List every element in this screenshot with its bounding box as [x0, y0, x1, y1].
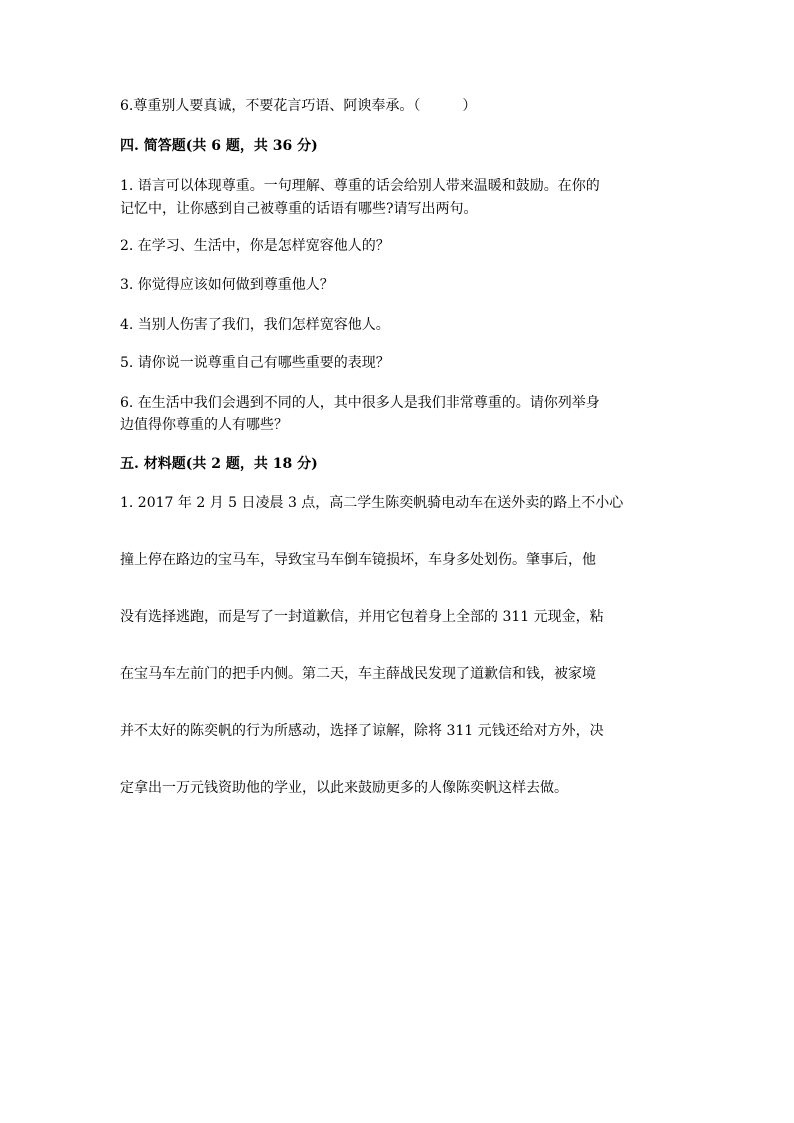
section-5-heading: 五. 材料题(共 2 题，共 18 分) — [120, 456, 318, 472]
material-line-2: 撞上停在路边的宝马车，导致宝马车倒车镜损坏，车身多处划伤。肇事后，他 — [120, 552, 596, 568]
short-answer-q3: 3. 你觉得应该如何做到尊重他人？ — [120, 277, 334, 293]
material-line-4: 在宝马车左前门的把手内侧。第二天，车主薛战民发现了道歉信和钱，被家境 — [120, 666, 596, 682]
material-line-1: 1. 2017 年 2 月 5 日凌晨 3 点，高二学生陈奕帆骑电动车在送外卖的路上不小心 — [120, 495, 624, 511]
short-answer-q1-line1: 1. 语言可以体现尊重。一句理解、尊重的话会给别人带来温暖和鼓励。在你的 — [120, 178, 600, 194]
short-answer-q5: 5. 请你说一说尊重自己有哪些重要的表现？ — [120, 355, 390, 371]
material-line-5: 并不太好的陈奕帆的行为所感动，选择了谅解，除将 311 元钱还给对方外，决 — [120, 723, 604, 739]
short-answer-q6-line2: 边值得你尊重的人有哪些？ — [120, 417, 288, 433]
section-4-heading: 四. 简答题(共 6 题，共 36 分) — [120, 138, 318, 154]
short-answer-q6-line1: 6. 在生活中我们会遇到不同的人，其中很多人是我们非常尊重的。请你列举身 — [120, 395, 600, 411]
material-line-6: 定拿出一万元钱资助他的学业，以此来鼓励更多的人像陈奕帆这样去做。 — [120, 780, 568, 796]
short-answer-q1-line2: 记忆中，让你感到自己被尊重的话语有哪些?请写出两句。 — [120, 201, 478, 217]
material-line-3: 没有选择逃跑，而是写了一封道歉信，并用它包着身上全部的 311 元现金，粘 — [120, 609, 604, 625]
judgement-question-6: 6.尊重别人要真诚，不要花言巧语、阿谀奉承。（ ） — [120, 98, 477, 114]
short-answer-q2: 2. 在学习、生活中，你是怎样宽容他人的？ — [120, 238, 390, 254]
short-answer-q4: 4. 当别人伤害了我们，我们怎样宽容他人。 — [120, 317, 390, 333]
